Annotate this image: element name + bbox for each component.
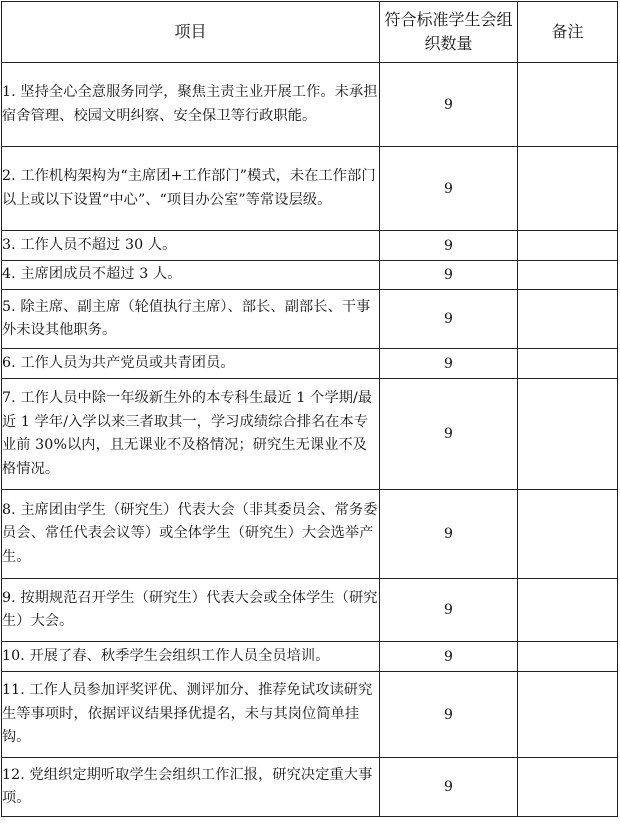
- row-item: 12. 党组织定期听取学生会组织工作汇报，研究决定重大事项。: [2, 758, 380, 817]
- table-row: [2, 231, 618, 261]
- row-count: 9: [380, 231, 518, 261]
- row-count: 9: [380, 290, 518, 349]
- row-count: 9: [380, 379, 518, 490]
- row-count: 9: [380, 261, 518, 290]
- row-item: 2. 工作机构架构为“主席团+工作部门”模式，未在工作部门以上或以下设置“中心”、“项目办公室”等常设层级。: [2, 147, 380, 231]
- row-note: [518, 579, 618, 642]
- row-item: 1. 坚持全心全意服务同学，聚焦主责主业开展工作。未承担宿舍管理、校园文明纠察、安全保卫等行政职能。: [2, 63, 380, 147]
- row-item: 10. 开展了春、秋季学生会组织工作人员全员培训。: [2, 642, 380, 672]
- table-row: [2, 672, 618, 758]
- table-row: [2, 349, 618, 379]
- row-item: 4. 主席团成员不超过 3 人。: [2, 261, 380, 290]
- row-note: [518, 379, 618, 490]
- row-count: 9: [380, 490, 518, 579]
- row-count: 9: [380, 758, 518, 817]
- table-row: [2, 379, 618, 490]
- row-item: 3. 工作人员不超过 30 人。: [2, 231, 380, 261]
- row-count: 9: [380, 63, 518, 147]
- row-note: [518, 231, 618, 261]
- row-item: 7. 工作人员中除一年级新生外的本专科生最近 1 个学期/最近 1 学年/入学以来三者取其一，学习成绩综合排名在本专业前 30%以内，且无课业不及格情况；研究生无课业不及格情况。: [2, 379, 380, 490]
- table-row: [2, 490, 618, 579]
- row-item: 5. 除主席、副主席（轮值执行主席）、部长、副部长、干事外未设其他职务。: [2, 290, 380, 349]
- row-note: [518, 758, 618, 817]
- row-note: [518, 672, 618, 758]
- table-row: [2, 758, 618, 817]
- row-note: [518, 261, 618, 290]
- table-row: [2, 290, 618, 349]
- row-note: [518, 147, 618, 231]
- row-item: 8. 主席团由学生（研究生）代表大会（非其委员会、常务委员会、常任代表会议等）或全体学生（研究生）大会选举产生。: [2, 490, 380, 579]
- row-count: 9: [380, 642, 518, 672]
- row-note: [518, 290, 618, 349]
- table-row: [2, 579, 618, 642]
- row-item: 11. 工作人员参加评奖评优、测评加分、推荐免试攻读研究生等事项时，依据评议结果择优提名，未与其岗位简单挂钩。: [2, 672, 380, 758]
- header-note: 备注: [518, 2, 618, 63]
- row-item: 9. 按期规范召开学生（研究生）代表大会或全体学生（研究生）大会。: [2, 579, 380, 642]
- row-item: 6. 工作人员为共产党员或共青团员。: [2, 349, 380, 379]
- row-count: 9: [380, 672, 518, 758]
- table-row: [2, 642, 618, 672]
- header-count: 符合标准学生会组织数量: [380, 2, 518, 63]
- row-count: 9: [380, 579, 518, 642]
- header-row: [2, 2, 618, 63]
- row-count: 9: [380, 349, 518, 379]
- row-note: [518, 642, 618, 672]
- row-count: 9: [380, 147, 518, 231]
- header-item: 项目: [2, 2, 380, 63]
- criteria-table: [1, 1, 618, 817]
- table-row: [2, 147, 618, 231]
- row-note: [518, 490, 618, 579]
- row-note: [518, 63, 618, 147]
- table-row: [2, 63, 618, 147]
- row-note: [518, 349, 618, 379]
- table-row: [2, 261, 618, 290]
